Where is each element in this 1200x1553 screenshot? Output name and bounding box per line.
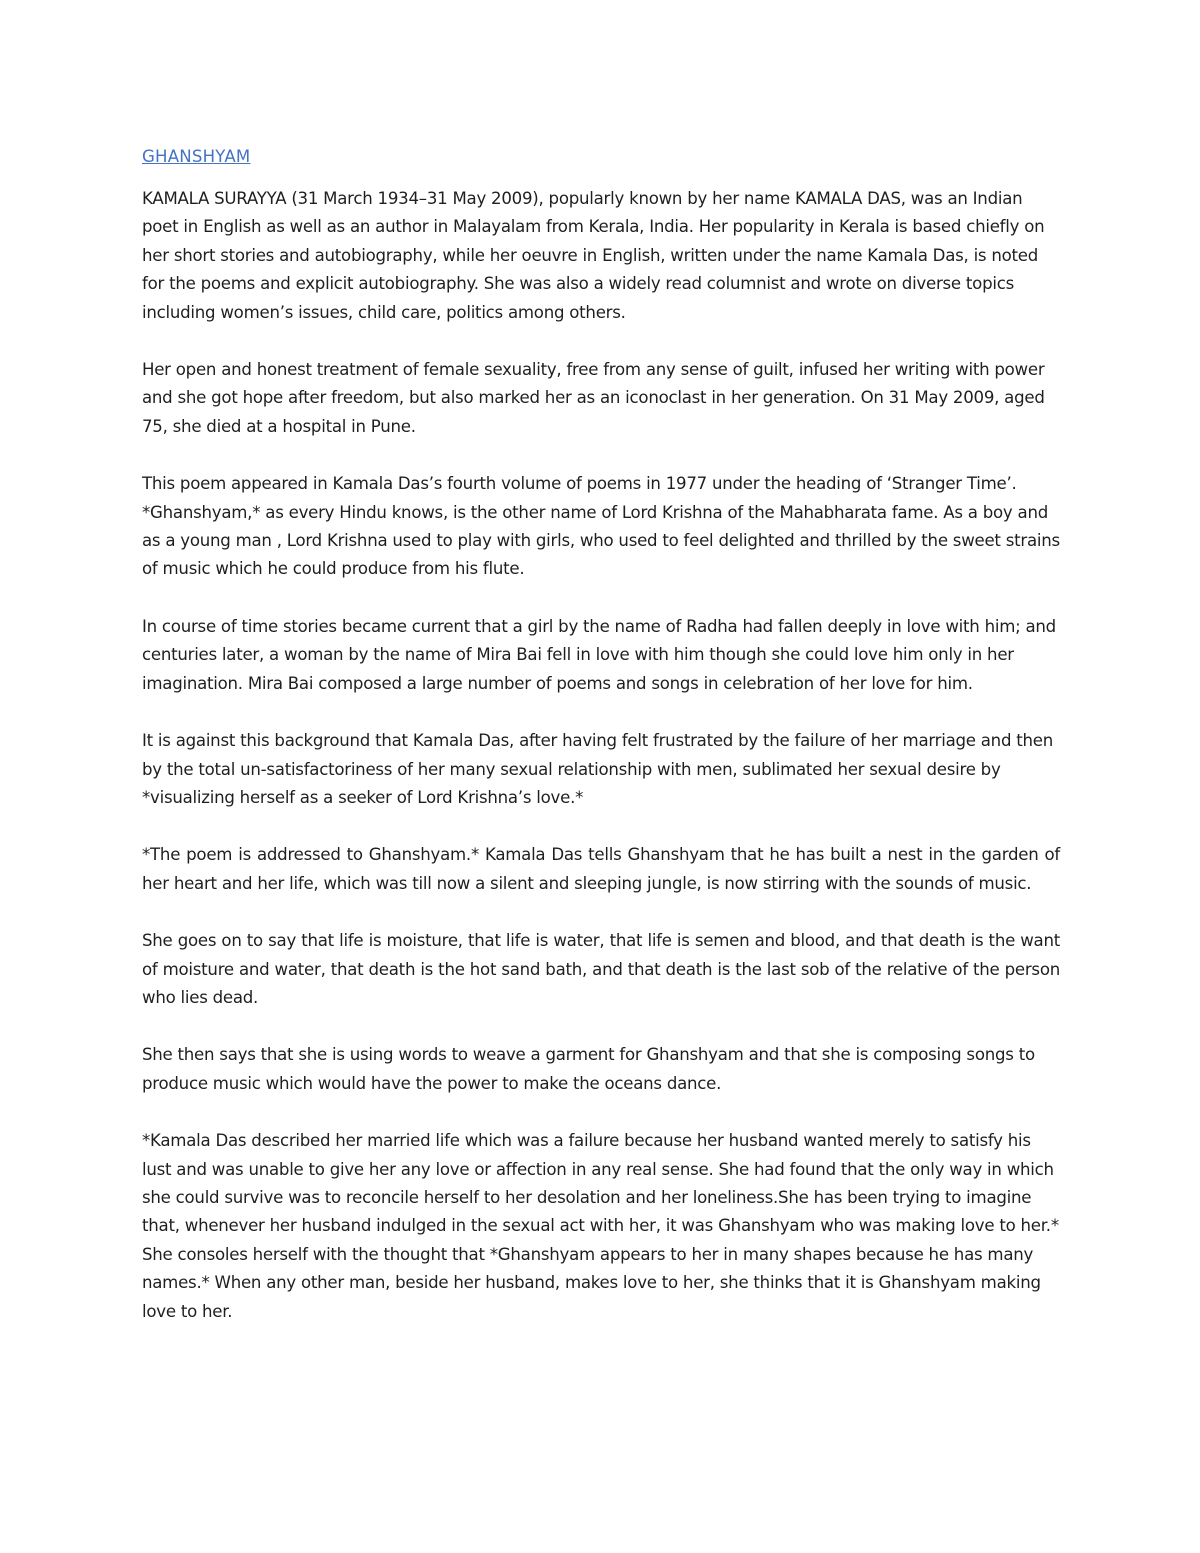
paragraph-poem-origin: This poem appeared in Kamala Das’s fourth volume of poems in 1977 under the heading of ‘Stranger Time’. *Ghanshyam,* as every Hindu knows, is the other name of Lord Krishna of the Mahabharata fame. As a boy and as a young man , Lord Krishna used to play with girls, who used to feel delighted and thrilled by the sweet strains of music which he could produce from his flute.: [142, 474, 1060, 579]
paragraph-married-life: *Kamala Das described her married life which was a failure because her husband wanted merely to satisfy his lust and was unable to give her any love or affection in any real sense. She had found that the only way in which she could survive was to reconcile herself to her desolation and her loneliness.She has been trying to imagine that, whenever her husband indulged in the sexual act with her, it was Ghanshyam who was making love to her.* She consoles herself with the thought that *Ghanshyam appears to her in many shapes because he has many names.* When any other man, beside her husband, makes love to her, she thinks that it is Ghanshyam making love to her.: [142, 1131, 1059, 1321]
paragraph-life-and-death: She goes on to say that life is moisture, that life is water, that life is semen and blood, and that death is the want of moisture and water, that death is the hot sand bath, and that death is the last sob of the relative of the person who lies dead.: [142, 931, 1060, 1007]
paragraph-songs: She then says that she is using words to weave a garment for Ghanshyam and that she is composing songs to produce music which would have the power to make the oceans dance.: [142, 1045, 1035, 1093]
document-title: GHANSHYAM: [142, 147, 251, 166]
document-page: [142, 140, 1060, 1355]
paragraph-radha-mira-bai: In course of time stories became current that a girl by the name of Radha had fallen deeply in love with him; and centuries later, a woman by the name of Mira Bai fell in love with him though she could love him only in her imagination. Mira Bai composed a large number of poems and songs in celebration of her love for him.: [142, 616, 1056, 693]
paragraph-poem-address: *The poem is addressed to Ghanshyam.* Kamala Das tells Ghanshyam that he has built a nest in the garden of her heart and her life, which was till now a silent and sleeping jungle, is now stirring with the sounds of music.: [142, 845, 1060, 893]
paragraph-biography: KAMALA SURAYYA (31 March 1934–31 May 2009), popularly known by her name KAMALA DAS, was an Indian poet in English as well as an author in Malayalam from Kerala, India. Her popularity in Kerala is based chiefly on her short stories and autobiography, while her oeuvre in English, written under the name Kamala Das, is noted for the poems and explicit autobiography. She was also a widely read columnist and wrote on diverse topics including women’s issues, child care, politics among others.: [142, 189, 1045, 322]
paragraph-sexuality-and-death: Her open and honest treatment of female sexuality, free from any sense of guilt, infused her writing with power and she got hope after freedom, but also marked her as an iconoclast in her generation. On 31 May 2009, aged 75, she died at a hospital in Pune.: [142, 360, 1045, 436]
paragraph-background: It is against this background that Kamala Das, after having felt frustrated by the failure of her marriage and then by the total un-satisfactoriness of her many sexual relationship with men, sublimated her sexual desire by *visualizing herself as a seeker of Lord Krishna’s love.*: [142, 731, 1054, 807]
